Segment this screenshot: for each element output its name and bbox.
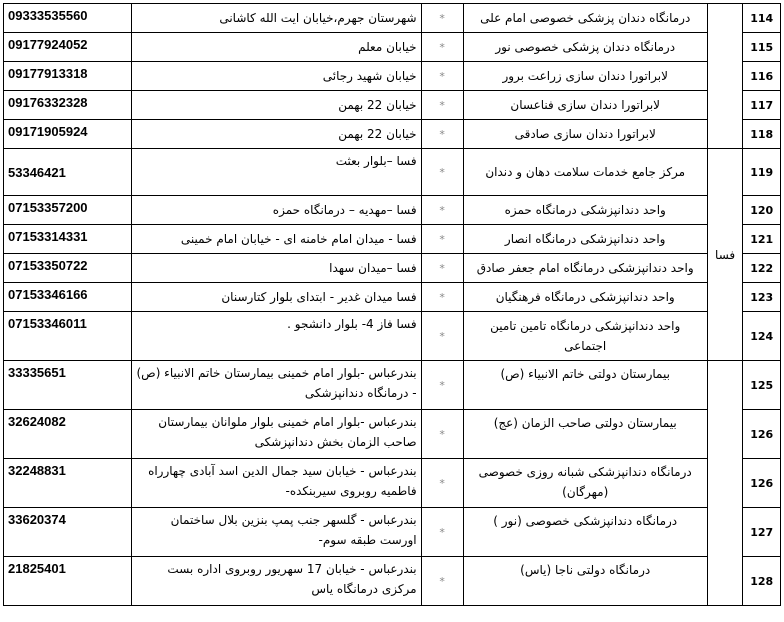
clinic-address: بندرعباس -بلوار امام خمینی بلوار ملوانان بیمارستان صاحب الزمان بخش دندانپزشکی (132, 410, 421, 459)
row-number: 120 (743, 196, 781, 225)
table-row (4, 149, 781, 196)
table-row (4, 196, 781, 225)
asterisk-icon: * (439, 99, 445, 112)
table-row (4, 557, 781, 606)
table-row (4, 283, 781, 312)
clinic-name: درمانگاه دندان پزشکی خصوصی امام علی (463, 4, 707, 33)
clinic-name: درمانگاه دندانپزشکی شبانه روزی خصوصی (مهرگان) (463, 459, 707, 508)
clinic-phone: 09333535560 (4, 4, 132, 33)
city-cell: فسا (707, 149, 743, 361)
clinic-address: فسا –بلوار بعثت (132, 149, 421, 196)
table-row (4, 410, 781, 459)
asterisk-icon: * (439, 70, 445, 83)
clinic-address: بندرعباس - خیابان سید جمال الدین اسد آبادی چهارراه فاطمیه روبروی سیربنکده- (132, 459, 421, 508)
row-number: 126 (743, 459, 781, 508)
clinic-phone: 07153350722 (4, 254, 132, 283)
clinic-phone: 21825401 (4, 557, 132, 606)
clinic-phone: 09177913318 (4, 62, 132, 91)
table-row (4, 312, 781, 361)
asterisk-icon: * (439, 41, 445, 54)
clinic-phone: 53346421 (4, 149, 132, 196)
clinic-phone: 09176332328 (4, 91, 132, 120)
table-row (4, 361, 781, 410)
clinic-name: بیمارستان دولتی خاتم الانبیاء (ص) (463, 361, 707, 410)
table-row (4, 91, 781, 120)
table-row (4, 4, 781, 33)
clinic-address: خیابان 22 بهمن (132, 120, 421, 149)
row-number: 125 (743, 361, 781, 410)
clinic-phone: 33620374 (4, 508, 132, 557)
asterisk-icon: * (439, 12, 445, 25)
clinic-name: واحد دندانپزشکی درمانگاه حمزه (463, 196, 707, 225)
row-number: 121 (743, 225, 781, 254)
clinic-address: فسا –مهدیه – درمانگاه حمزه (132, 196, 421, 225)
clinic-phone: 09177924052 (4, 33, 132, 62)
clinic-address: خیابان شهید رجائی (132, 62, 421, 91)
row-number: 124 (743, 312, 781, 361)
clinic-address: فسا میدان غدیر - ابتدای بلوار کتارسنان (132, 283, 421, 312)
clinic-address: شهرستان جهرم،خیابان ایت الله کاشانی (132, 4, 421, 33)
row-number: 115 (743, 33, 781, 62)
clinic-phone: 07153346166 (4, 283, 132, 312)
clinic-phone: 07153346011 (4, 312, 132, 361)
asterisk-icon: * (439, 291, 445, 304)
row-number: 119 (743, 149, 781, 196)
asterisk-icon: * (439, 330, 445, 343)
asterisk-icon: * (439, 204, 445, 217)
clinic-name: واحد دندانپزشکی درمانگاه تامین تامین اجتماعی (463, 312, 707, 361)
clinic-name: واحد دندانپزشکی درمانگاه انصار (463, 225, 707, 254)
table-row (4, 120, 781, 149)
row-number: 128 (743, 557, 781, 606)
clinic-address: فسا - میدان امام خامنه ای - خیابان امام خمینی (132, 225, 421, 254)
clinic-name: درمانگاه دندان پزشکی خصوصی نور (463, 33, 707, 62)
clinic-address: خیابان معلم (132, 33, 421, 62)
asterisk-icon: * (439, 233, 445, 246)
table-row (4, 254, 781, 283)
table-row (4, 33, 781, 62)
clinic-address: بندرعباس - خیابان 17 سهریور روبروی اداره بست مرکزی درمانگاه یاس (132, 557, 421, 606)
clinic-name: لابراتورا دندان سازی زراعت برور (463, 62, 707, 91)
row-number: 123 (743, 283, 781, 312)
clinic-address: بندرعباس -بلوار امام خمینی بیمارستان خاتم الانبیاء (ص) - درمانگاه دندانپزشکی (132, 361, 421, 410)
table-row (4, 459, 781, 508)
clinic-phone: 07153314331 (4, 225, 132, 254)
asterisk-icon: * (439, 128, 445, 141)
city-cell (707, 4, 743, 149)
clinic-phone: 33335651 (4, 361, 132, 410)
row-number: 127 (743, 508, 781, 557)
clinic-address: فسا فاز 4- بلوار دانشجو . (132, 312, 421, 361)
clinic-name: درمانگاه دولتی ناجا (یاس) (463, 557, 707, 606)
clinic-phone: 09171905924 (4, 120, 132, 149)
table-row (4, 62, 781, 91)
row-number: 126 (743, 410, 781, 459)
asterisk-icon: * (439, 575, 445, 588)
clinic-name: واحد دندانپزشکی درمانگاه فرهنگیان (463, 283, 707, 312)
clinic-phone: 07153357200 (4, 196, 132, 225)
row-number: 122 (743, 254, 781, 283)
asterisk-icon: * (439, 379, 445, 392)
clinic-phone: 32624082 (4, 410, 132, 459)
asterisk-icon: * (439, 428, 445, 441)
asterisk-icon: * (439, 526, 445, 539)
row-number: 117 (743, 91, 781, 120)
asterisk-icon: * (439, 262, 445, 275)
clinic-phone: 32248831 (4, 459, 132, 508)
clinic-address: خیابان 22 بهمن (132, 91, 421, 120)
clinic-table (3, 3, 781, 606)
table-row (4, 225, 781, 254)
table-row (4, 508, 781, 557)
row-number: 118 (743, 120, 781, 149)
clinic-name: لابراتورا دندان سازی فناعسان (463, 91, 707, 120)
clinic-name: مرکز جامع خدمات سلامت دهان و دندان (463, 149, 707, 196)
clinic-name: واحد دندانپزشکی درمانگاه امام جعفر صادق (463, 254, 707, 283)
clinic-name: بیمارستان دولتی صاحب الزمان (عج) (463, 410, 707, 459)
row-number: 116 (743, 62, 781, 91)
clinic-name: درمانگاه دندانپزشکی خصوصی (نور ) (463, 508, 707, 557)
clinic-address: بندرعباس - گلسهر جنب پمپ بنزین بلال ساختمان اورست طبقه سوم- (132, 508, 421, 557)
city-cell (707, 361, 743, 606)
clinic-name: لابراتورا دندان سازی صادقی (463, 120, 707, 149)
asterisk-icon: * (439, 166, 445, 179)
clinic-address: فسا –میدان سهدا (132, 254, 421, 283)
row-number: 114 (743, 4, 781, 33)
asterisk-icon: * (439, 477, 445, 490)
